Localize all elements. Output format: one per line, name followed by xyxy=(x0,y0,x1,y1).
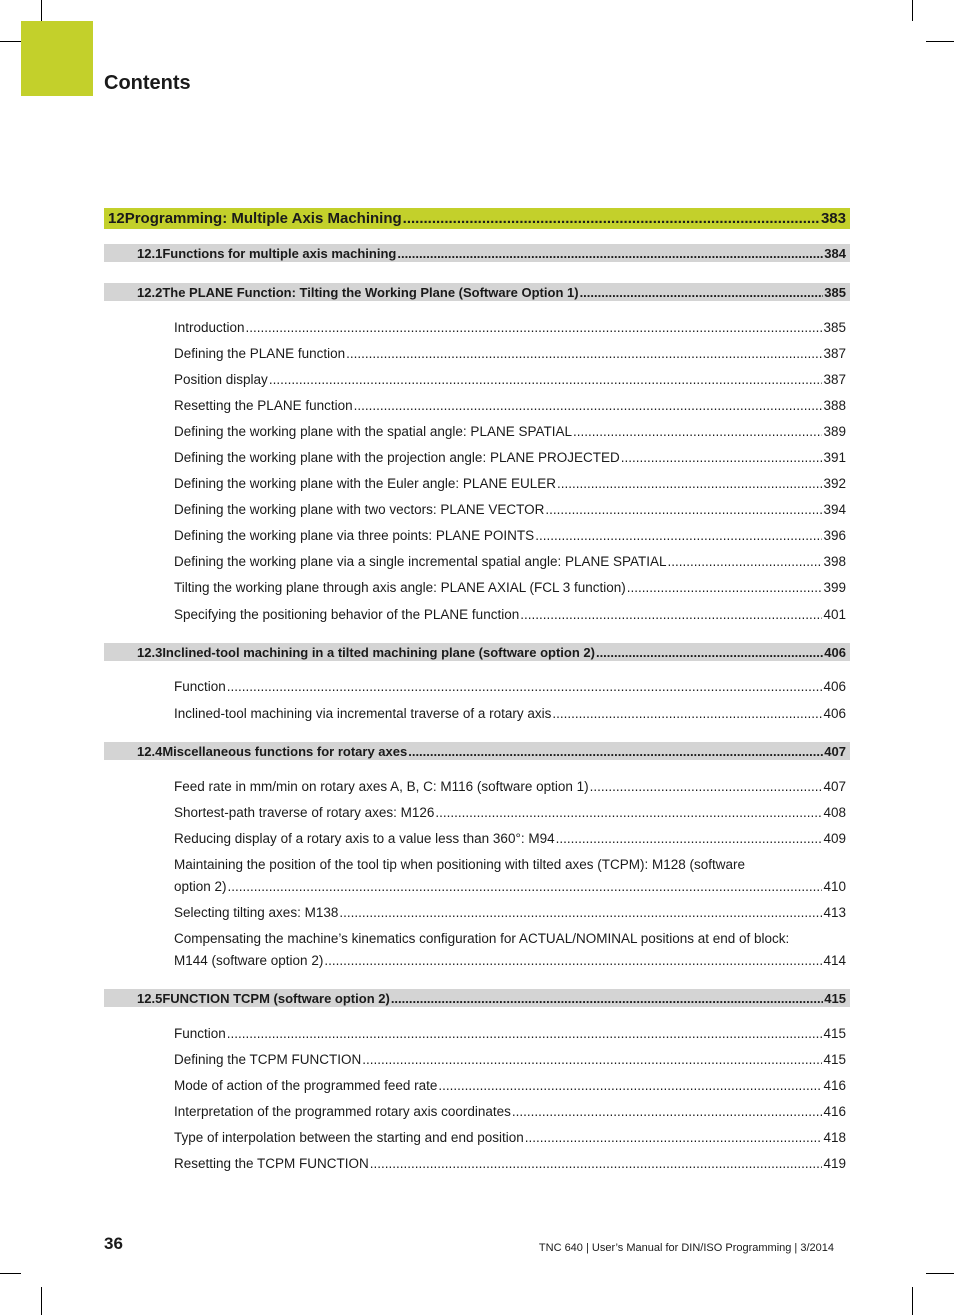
toc-entry[interactable] xyxy=(104,525,850,547)
entry-title: Resetting the TCPM FUNCTION xyxy=(174,1156,369,1171)
page-ref: 419 xyxy=(823,1156,846,1171)
leader-dots xyxy=(408,744,823,759)
leader-dots xyxy=(227,1023,823,1045)
toc-entry[interactable] xyxy=(104,473,850,495)
entry-title: Defining the working plane with the projection angle: PLANE PROJECTED xyxy=(174,450,620,465)
toc-entry[interactable] xyxy=(104,1101,850,1123)
entry-title: Type of interpolation between the starting and end position xyxy=(174,1130,524,1145)
entry-title-continued: option 2) xyxy=(174,879,227,894)
page-ref: 387 xyxy=(823,372,846,387)
footer-text: TNC 640 | User’s Manual for DIN/ISO Programming | 3/2014 xyxy=(538,1242,834,1254)
entry-title: Introduction xyxy=(174,320,245,335)
page-ref: 394 xyxy=(823,502,846,517)
leader-dots xyxy=(370,1153,823,1175)
entry-title: Defining the PLANE function xyxy=(174,346,346,361)
toc-entry[interactable] xyxy=(104,828,850,850)
toc-entry[interactable] xyxy=(104,551,850,573)
crop-mark xyxy=(0,41,21,42)
leader-dots xyxy=(512,1101,823,1123)
crop-mark xyxy=(912,1287,913,1315)
page-ref: 415 xyxy=(824,990,846,1006)
toc-entry[interactable] xyxy=(104,421,850,443)
entry-title: Defining the working plane via a single incremental spatial angle: PLANE SPATIAL xyxy=(174,554,667,569)
leader-dots xyxy=(227,676,823,698)
section-title: Miscellaneous functions for rotary axes xyxy=(162,743,408,759)
entry-title: Mode of action of the programmed feed rate xyxy=(174,1078,438,1093)
crop-mark xyxy=(926,1273,954,1274)
entry-title: Compensating the machine’s kinematics configuration for ACTUAL/NOMINAL positions at end of block: xyxy=(174,931,790,946)
leader-dots xyxy=(552,703,822,725)
page-ref: 414 xyxy=(823,953,846,968)
crop-mark xyxy=(912,0,913,21)
crop-mark xyxy=(0,1273,21,1274)
page-ref: 387 xyxy=(823,346,846,361)
page-ref: 416 xyxy=(823,1078,846,1093)
toc-entry[interactable] xyxy=(104,854,850,898)
section-title: Functions for multiple axis machining xyxy=(162,245,397,261)
leader-dots xyxy=(228,876,823,898)
toc-chapter-12[interactable] xyxy=(104,208,850,229)
page-title: Contents xyxy=(104,72,191,94)
page-ref: 410 xyxy=(823,879,846,894)
leader-dots xyxy=(391,991,823,1006)
section-title: Inclined-tool machining in a tilted machining plane (software option 2) xyxy=(162,644,595,660)
leader-dots xyxy=(246,317,823,339)
toc-entry[interactable] xyxy=(104,577,850,599)
leader-dots xyxy=(596,645,823,660)
toc-entry[interactable] xyxy=(104,1023,850,1045)
page-ref: 385 xyxy=(824,284,846,300)
toc-entry[interactable] xyxy=(104,776,850,798)
toc-section-12-1[interactable] xyxy=(104,244,850,262)
toc-section-12-5[interactable] xyxy=(104,989,850,1007)
page-ref: 401 xyxy=(823,607,846,622)
toc-entry[interactable] xyxy=(104,1127,850,1149)
entry-title: Specifying the positioning behavior of the PLANE function xyxy=(174,607,520,622)
leader-dots xyxy=(362,1049,822,1071)
entry-title: Maintaining the position of the tool tip when positioning with tilted axes (TCPM): M128 (software xyxy=(174,857,746,872)
entry-title: Defining the working plane via three points: PLANE POINTS xyxy=(174,528,535,543)
toc-entry[interactable] xyxy=(104,1075,850,1097)
leader-dots xyxy=(354,395,823,417)
page-ref: 406 xyxy=(823,706,846,721)
page-ref: 406 xyxy=(824,644,846,660)
leader-dots xyxy=(627,577,823,599)
page-ref: 407 xyxy=(823,779,846,794)
toc-entry[interactable] xyxy=(104,703,850,725)
page-ref: 415 xyxy=(823,1026,846,1041)
leader-dots xyxy=(435,802,822,824)
section-number: 12.1 xyxy=(137,245,163,261)
leader-dots xyxy=(520,604,822,626)
leader-dots xyxy=(557,473,823,495)
page-ref: 389 xyxy=(823,424,846,439)
entry-title: Feed rate in mm/min on rotary axes A, B, C: M116 (software option 1) xyxy=(174,779,589,794)
section-title: FUNCTION TCPM (software option 2) xyxy=(162,990,390,1006)
crop-mark xyxy=(41,0,42,21)
chapter-title: Programming: Multiple Axis Machining xyxy=(124,210,402,227)
section-number: 12.2 xyxy=(137,284,163,300)
toc-section-12-2[interactable] xyxy=(104,283,850,301)
toc-entry[interactable] xyxy=(104,317,850,339)
toc-entry[interactable] xyxy=(104,604,850,626)
entry-title: Function xyxy=(174,1026,226,1041)
page-ref: 384 xyxy=(824,245,846,261)
entry-title: Resetting the PLANE function xyxy=(174,398,353,413)
page-ref: 413 xyxy=(823,905,846,920)
leader-dots xyxy=(621,447,823,469)
toc-entry[interactable] xyxy=(104,343,850,365)
leader-dots xyxy=(269,369,823,391)
leader-dots xyxy=(573,421,822,443)
section-number: 12.3 xyxy=(137,644,163,660)
page-ref: 406 xyxy=(823,679,846,694)
toc-entry[interactable] xyxy=(104,928,850,972)
leader-dots xyxy=(324,950,822,972)
entry-title: Defining the working plane with the spatial angle: PLANE SPATIAL xyxy=(174,424,572,439)
section-number: 12.5 xyxy=(137,990,163,1006)
section-title: The PLANE Function: Tilting the Working Plane (Software Option 1) xyxy=(162,284,579,300)
page-ref: 409 xyxy=(823,831,846,846)
crop-mark xyxy=(926,41,954,42)
page-ref: 398 xyxy=(823,554,846,569)
page-ref: 407 xyxy=(824,743,846,759)
leader-dots xyxy=(590,776,823,798)
page-ref: 416 xyxy=(823,1104,846,1119)
leader-dots xyxy=(525,1127,823,1149)
entry-title: Tilting the working plane through axis angle: PLANE AXIAL (FCL 3 function) xyxy=(174,580,626,595)
toc-entry[interactable] xyxy=(104,447,850,469)
crop-mark xyxy=(41,1287,42,1315)
toc-entry[interactable] xyxy=(104,1049,850,1071)
leader-dots xyxy=(668,551,823,573)
toc-entry[interactable] xyxy=(104,676,850,698)
chapter-number: 12 xyxy=(108,210,125,227)
page-ref: 408 xyxy=(823,805,846,820)
leader-dots xyxy=(535,525,822,547)
page-ref: 415 xyxy=(823,1052,846,1067)
entry-title: Inclined-tool machining via incremental traverse of a rotary axis xyxy=(174,706,552,721)
page-ref: 383 xyxy=(820,210,846,227)
page-ref: 388 xyxy=(823,398,846,413)
page-number: 36 xyxy=(104,1234,123,1253)
entry-title: Interpretation of the programmed rotary axis coordinates xyxy=(174,1104,511,1119)
toc-entry[interactable] xyxy=(104,802,850,824)
page-ref: 391 xyxy=(823,450,846,465)
leader-dots xyxy=(403,210,820,227)
toc-entry[interactable] xyxy=(104,902,850,924)
toc-entry[interactable] xyxy=(104,499,850,521)
page-ref: 385 xyxy=(823,320,846,335)
toc-section-12-3[interactable] xyxy=(104,643,850,661)
page-ref: 418 xyxy=(823,1130,846,1145)
entry-title-continued: M144 (software option 2) xyxy=(174,953,324,968)
entry-title: Selecting tilting axes: M138 xyxy=(174,905,339,920)
entry-title: Defining the working plane with the Euler angle: PLANE EULER xyxy=(174,476,556,491)
section-number: 12.4 xyxy=(137,743,163,759)
page-ref: 392 xyxy=(823,476,846,491)
leader-dots xyxy=(339,902,822,924)
leader-dots xyxy=(438,1075,822,1097)
toc-section-12-4[interactable] xyxy=(104,742,850,760)
leader-dots xyxy=(397,246,823,261)
entry-title: Reducing display of a rotary axis to a value less than 360°: M94 xyxy=(174,831,555,846)
chapter-color-tab xyxy=(21,21,93,96)
toc-entry[interactable] xyxy=(104,369,850,391)
page-ref: 399 xyxy=(823,580,846,595)
toc-entry[interactable] xyxy=(104,1153,850,1175)
leader-dots xyxy=(556,828,823,850)
entry-title: Defining the working plane with two vectors: PLANE VECTOR xyxy=(174,502,545,517)
entry-title: Position display xyxy=(174,372,268,387)
entry-title: Function xyxy=(174,679,226,694)
leader-dots xyxy=(580,285,824,300)
leader-dots xyxy=(545,499,822,521)
toc-entry[interactable] xyxy=(104,395,850,417)
entry-title: Defining the TCPM FUNCTION xyxy=(174,1052,362,1067)
entry-title: Shortest-path traverse of rotary axes: M126 xyxy=(174,805,435,820)
page-ref: 396 xyxy=(823,528,846,543)
leader-dots xyxy=(346,343,822,365)
